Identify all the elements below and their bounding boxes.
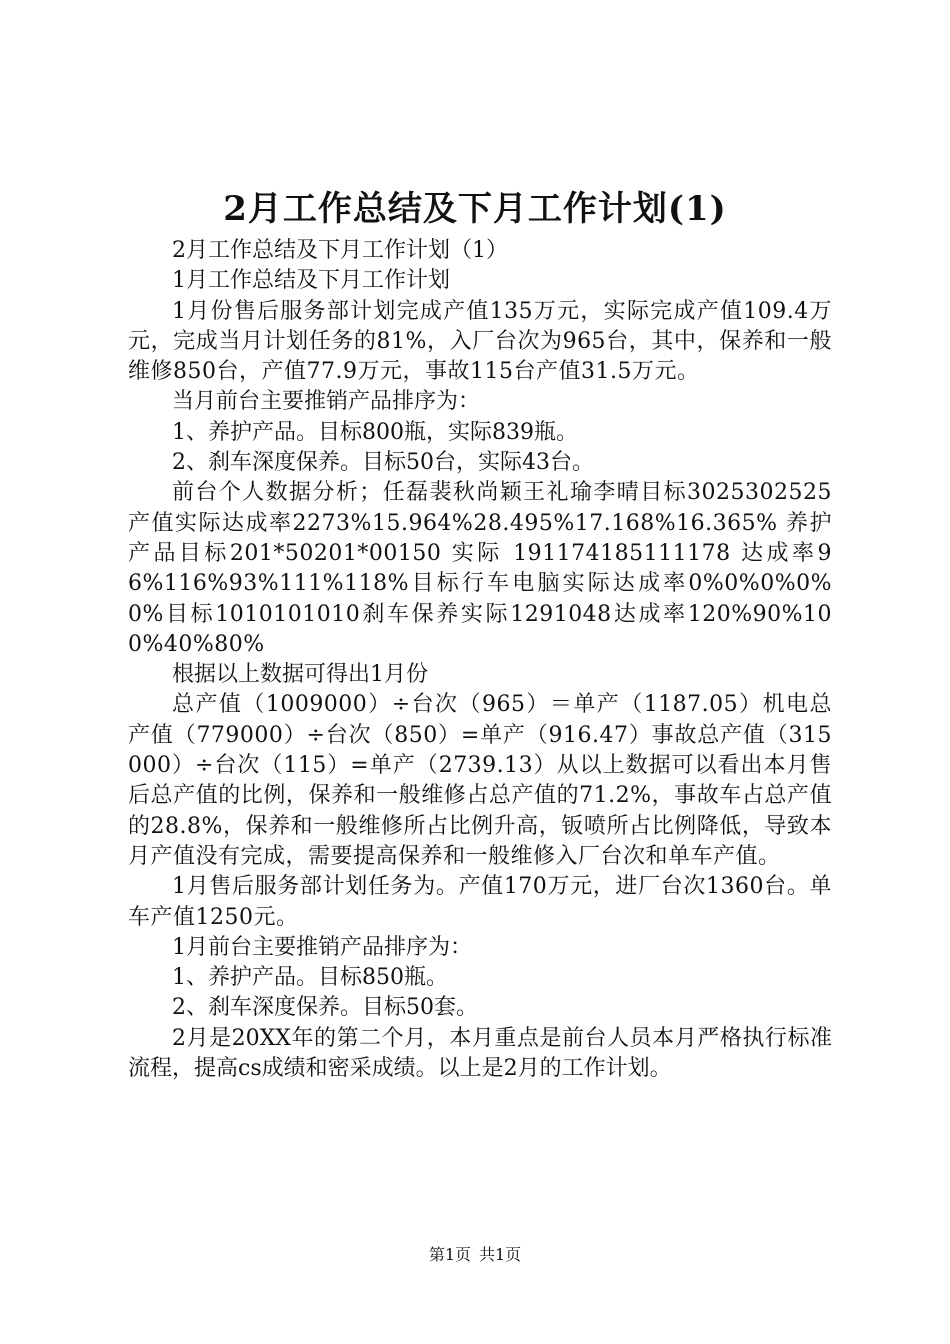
page-footer	[0, 1244, 950, 1266]
paragraph-plan-ranking-intro: 1月前台主要推销产品排序为：	[172, 934, 472, 960]
paragraph-plan-item-1: 1、养护产品。目标850瓶。	[172, 965, 448, 991]
page-number-current: 第1页	[428, 1245, 471, 1264]
paragraph-closing: 2月是20XX年的第二个月，本月重点是前台人员本月严格执行标准流程，提高cs成绩和密采成绩。以上是2月的工作计划。	[128, 1025, 832, 1082]
document-title: 2月工作总结及下月工作计划(1)	[223, 189, 727, 229]
paragraph-heading: 1月工作总结及下月工作计划	[172, 268, 450, 294]
paragraph-product-ranking-intro: 当月前台主要推销产品排序为：	[172, 389, 481, 415]
paragraph-plan-targets: 1月售后服务部计划任务为。产值170万元，进厂台次1360台。单车产值1250元。	[128, 874, 832, 930]
paragraph-product-item-2: 2、刹车深度保养。目标50台，实际43台。	[172, 450, 594, 476]
paragraph-staff-data: 前台个人数据分析；任磊裴秋尚颖王礼瑜李晴目标3025302525 产值实际达成率2273%15.964%28.495%17.168%16.365% 养护产品目标201*50201*00150 实际 191174185111178 达成率96%116%93%111%118%目标行车电脑实际达成率0%0%0%0%0%目标1010101010刹车保养实际1291048达成率120%90%100%40%80%	[128, 480, 832, 657]
paragraph-plan-item-2: 2、刹车深度保养。目标50套。	[172, 995, 478, 1021]
paragraph-output-analysis: 总产值（1009000）÷台次（965）＝单产（1187.05）机电总产值（779000）÷台次（850）=单产（916.47）事故总产值（315000）÷台次（115）=单产（2739.13）从以上数据可以看出本月售后总产值的比例，保养和一般维修占总产值的71.2%，事故车占总产值的28.8%，保养和一般维修所占比例升高，钣喷所占比例降低，导致本月产值没有完成，需要提高保养和一般维修入厂台次和单车产值。	[128, 692, 832, 869]
page-number-total: 共1页	[479, 1245, 522, 1264]
paragraph-subtitle: 2月工作总结及下月工作计划（1）	[172, 238, 508, 263]
paragraph-product-item-1: 1、养护产品。目标800瓶，实际839瓶。	[172, 419, 578, 445]
paragraph-output-summary: 1月份售后服务部计划完成产值135万元，实际完成产值109.4万元，完成当月计划任务的81%，入厂台次为965台，其中，保养和一般维修850台，产值77.9万元，事故115台产值31.5万元。	[128, 298, 832, 385]
paragraph-conclusion-intro: 根据以上数据可得出1月份	[172, 662, 428, 688]
document-body	[128, 236, 832, 1084]
